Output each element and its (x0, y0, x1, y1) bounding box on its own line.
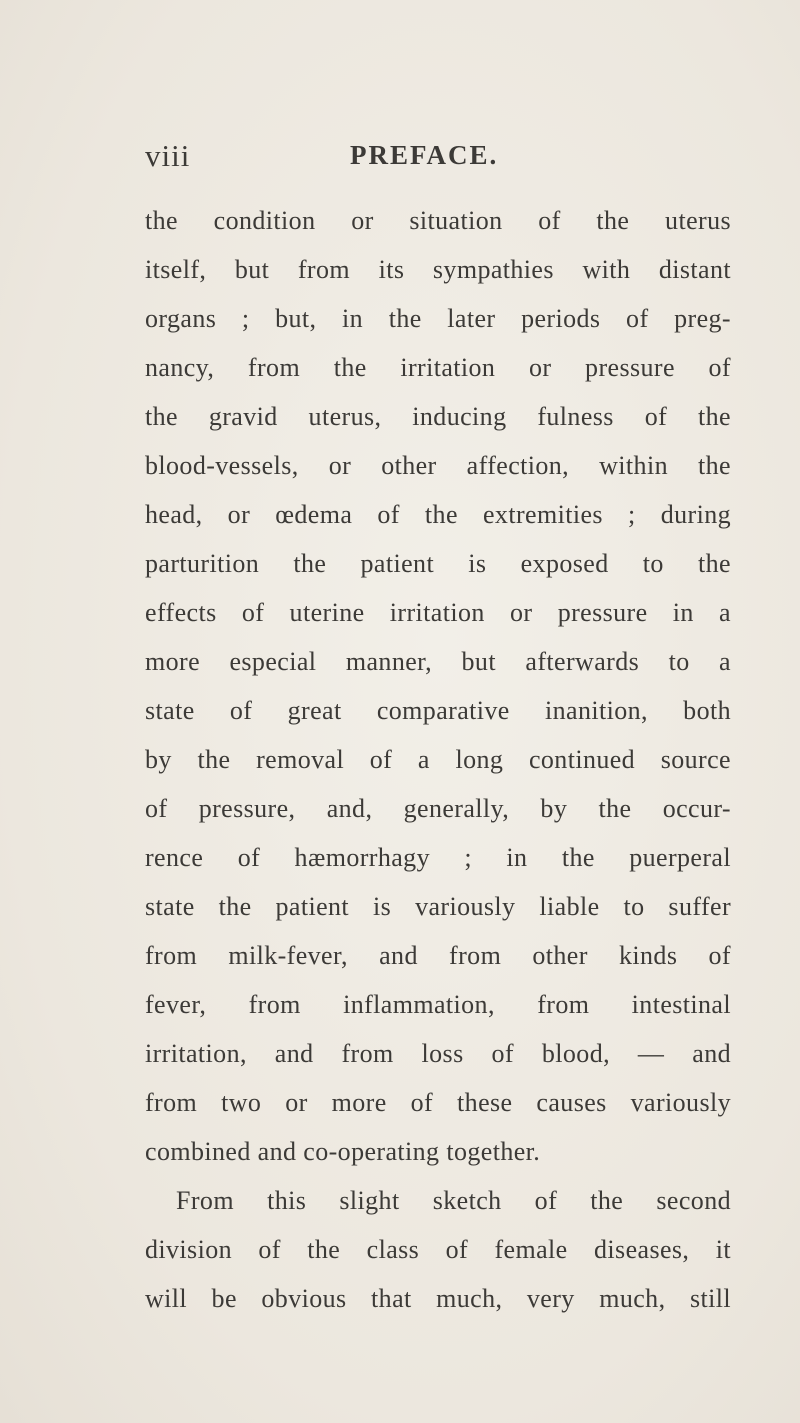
text-line: itself, but from its sympathies with distant (145, 255, 731, 284)
text-line: more especial manner, but afterwards to a (145, 647, 731, 676)
text-line: organs ; but, in the later periods of preg- (145, 304, 731, 333)
text-line: division of the class of female diseases, it (145, 1235, 731, 1264)
text-line-paragraph-end: combined and co-operating together. (145, 1137, 541, 1166)
text-line: state the patient is variously liable to suffer (145, 892, 731, 921)
text-line: effects of uterine irritation or pressure in a (145, 598, 731, 627)
text-line: head, or œdema of the extremities ; during (145, 500, 731, 529)
text-line: of pressure, and, generally, by the occur- (145, 794, 731, 823)
text-line: fever, from inflammation, from intestinal (145, 990, 731, 1019)
text-line: state of great comparative inanition, both (145, 696, 731, 725)
text-line: from milk-fever, and from other kinds of (145, 941, 731, 970)
text-line: rence of hæmorrhagy ; in the puerperal (145, 843, 731, 872)
text-line: the gravid uterus, inducing fulness of the (145, 402, 731, 431)
page-number: viii (145, 138, 191, 173)
running-head: PREFACE. (350, 140, 499, 170)
text-line: the condition or situation of the uterus (145, 206, 731, 235)
text-line: from two or more of these causes variously (145, 1088, 731, 1117)
text-line: parturition the patient is exposed to the (145, 549, 731, 578)
body-text (145, 196, 731, 1323)
text-line: irritation, and from loss of blood, — and (145, 1039, 731, 1068)
text-line: will be obvious that much, very much, still (145, 1284, 731, 1313)
text-line-paragraph-start: From this slight sketch of the second (176, 1186, 731, 1215)
text-line: nancy, from the irritation or pressure of (145, 353, 731, 382)
page-header (145, 138, 732, 178)
text-line: blood-vessels, or other affection, within the (145, 451, 731, 480)
text-line: by the removal of a long continued source (145, 745, 731, 774)
